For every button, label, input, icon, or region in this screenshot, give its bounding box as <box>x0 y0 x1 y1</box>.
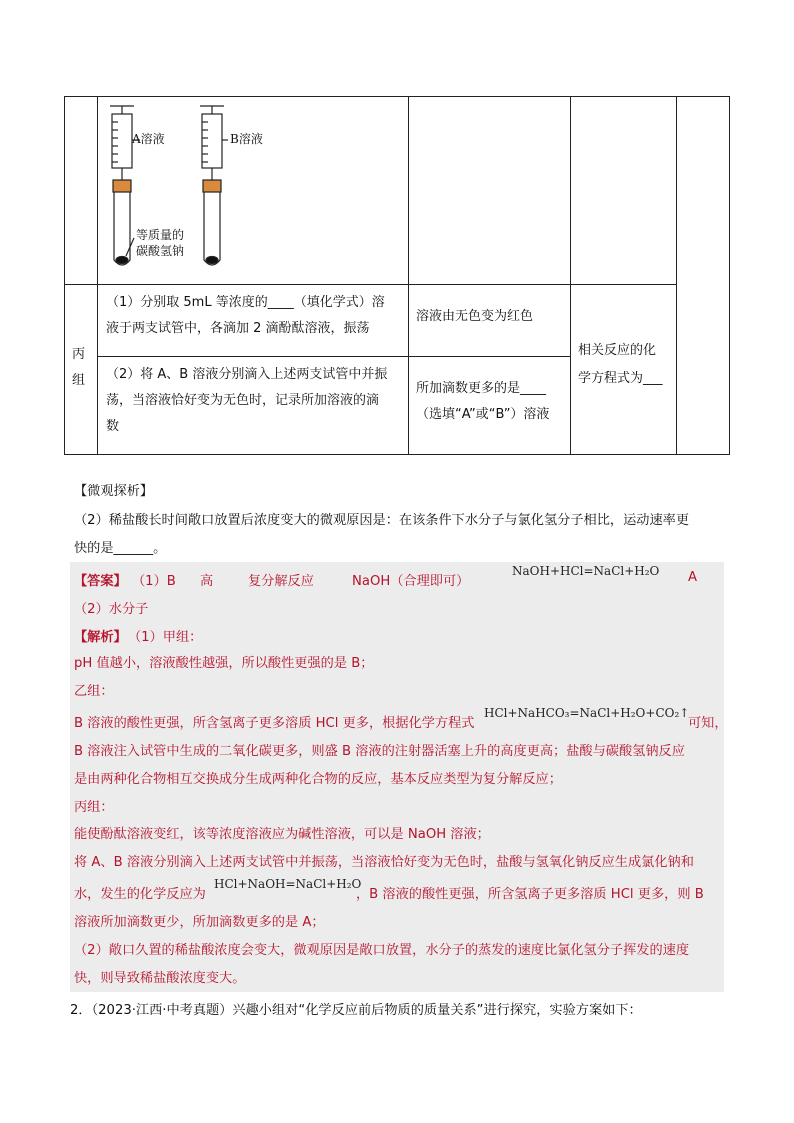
analysis-line6: 是由两种化合物相互交换成分生成两种化合物的反应，基本反应类型为复分解反应； <box>74 772 562 787</box>
table-col-0 <box>64 96 65 454</box>
label-sodium-bicarbonate-2: 碳酸氢钠 <box>136 244 185 258</box>
table-col-1 <box>97 96 98 454</box>
analysis-line3: 乙组： <box>74 684 114 699</box>
table-col-4 <box>676 96 677 454</box>
micro-heading: 【微观探析】 <box>74 484 154 499</box>
step1-result: 溶液由无色变为红色 <box>416 309 534 324</box>
answer-5-equation: NaOH+HCl=NaCl+H₂O <box>512 564 660 578</box>
step2-line2: 荡，当溶液恰好变为无色时，记录所加溶液的滴 <box>106 393 380 408</box>
analysis-line4-equation: HCl+NaHCO₃=NaCl+H₂O+CO₂↑ <box>484 706 690 720</box>
answer-7: （2）水分子 <box>74 602 149 617</box>
analysis-line7: 丙组： <box>74 800 114 815</box>
label-solution-a: A溶液 <box>132 132 165 146</box>
analysis-line4b: 可知， <box>688 716 728 731</box>
table-col-3 <box>570 96 571 454</box>
analysis-line13: 快，则导致稀盐酸浓度变大。 <box>74 971 246 986</box>
answer-4: NaOH（合理即可） <box>352 574 470 589</box>
analysis-line9: 将 A、B 溶液分别滴入上述两支试管中并振荡，当溶液恰好变为无色时，盐酸与氢氧化钠反应生成氯化钠和 <box>74 855 694 870</box>
analysis-line2: pH 值越小，溶液酸性越强，所以酸性更强的是 B； <box>74 656 374 671</box>
answer-2: 高 <box>200 574 214 589</box>
syringe-test-tube-illustration <box>100 100 270 280</box>
answer-3: 复分解反应 <box>248 574 314 589</box>
analysis-label: 【解析】 <box>74 630 127 645</box>
table-col-2 <box>408 96 409 454</box>
analysis-line12: （2）敞口久置的稀盐酸浓度会变大，微观原因是敞口放置，水分子的蒸发的速度比氯化氢分子挥发的速度 <box>74 943 690 958</box>
step2-result-line1: 所加滴数更多的是____ <box>416 381 547 396</box>
table-bottom-border <box>64 454 730 455</box>
group-label-1: 丙 <box>72 347 86 362</box>
conclusion-line1: 相关反应的化 <box>578 343 657 358</box>
step2-result-line2: （选填“A”或“B”）溶液 <box>416 407 550 422</box>
analysis-line10b: ，B 溶液的酸性更强，所含氢离子更多溶质 HCl 更多，则 B <box>356 887 704 902</box>
table-sub-divider <box>97 356 570 357</box>
table-row-divider <box>64 284 676 285</box>
table-top-border <box>64 96 730 97</box>
analysis-line8: 能使酚酞溶液变红，该等浓度溶液应为碱性溶液，可以是 NaOH 溶液； <box>74 827 490 842</box>
label-sodium-bicarbonate-1: 等质量的 <box>136 228 185 242</box>
label-solution-b: B溶液 <box>230 132 263 146</box>
step1-line1: （1）分别取 5mL 等浓度的____（填化学式）溶 <box>106 295 385 310</box>
step2-line1: （2）将 A、B 溶液分别滴入上述两支试管中并振 <box>106 367 388 382</box>
micro-question-line1: （2）稀盐酸长时间敞口放置后浓度变大的微观原因是：在该条件下水分子与氯化氢分子相比，运动速率更 <box>74 513 690 528</box>
analysis-line10a: 水，发生的化学反应为 <box>74 887 206 902</box>
analysis-line11: 溶液所加滴数更少，所加滴数更多的是 A； <box>74 915 325 930</box>
table-col-5 <box>729 96 730 454</box>
answer-1: （1）B <box>132 574 176 589</box>
step2-line3: 数 <box>106 419 120 434</box>
analysis-line10-equation: HCl+NaOH=NaCl+H₂O <box>214 877 362 891</box>
answer-label: 【答案】 <box>74 574 127 589</box>
conclusion-line2: 学方程式为___ <box>578 371 663 386</box>
step1-line2: 液于两支试管中，各滴加 2 滴酚酞溶液，振荡 <box>106 321 370 336</box>
analysis-line5: B 溶液注入试管中生成的二氧化碳更多，则盛 B 溶液的注射器活塞上升的高度更高；盐酸与碳酸氢钠反应 <box>74 744 685 759</box>
answer-6: A <box>688 570 698 585</box>
analysis-line1: （1）甲组： <box>128 630 203 645</box>
group-label-2: 组 <box>72 373 86 388</box>
analysis-line4a: B 溶液的酸性更强，所含氢离子更多溶质 HCl 更多，根据化学方程式 <box>74 716 475 731</box>
micro-question-line2: 快的是______。 <box>74 541 167 556</box>
next-question: 2．（2023·江西·中考真题）兴趣小组对“化学反应前后物质的质量关系”进行探究，实验方案如下： <box>70 1003 642 1018</box>
